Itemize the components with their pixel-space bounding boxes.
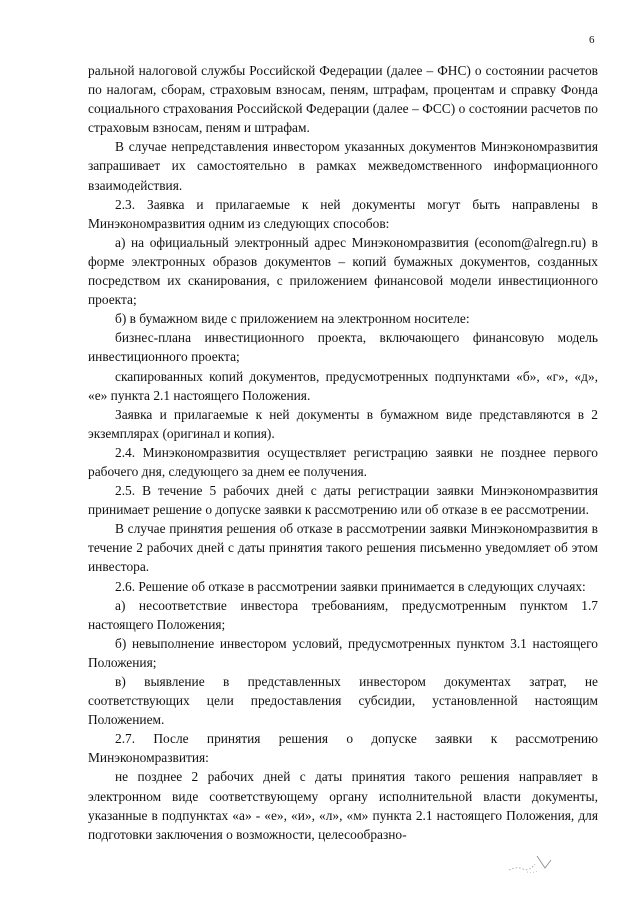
paragraph-2-7: 2.7. После принятия решения о допуске заявки к рассмотрению Минэкономразвития: bbox=[88, 731, 598, 766]
paragraph-2-3: 2.3. Заявка и прилагаемые к ней документы могут быть направлены в Минэкономразвития одним из следующих способов: bbox=[88, 196, 598, 231]
list-item-b: б) в бумажном виде с приложением на электронном носителе: bbox=[115, 311, 470, 327]
document-body bbox=[88, 61, 598, 844]
paragraph: Заявка и прилагаемые к ней документы в бумажном виде представляются в 2 экземплярах (оригинал и копия). bbox=[88, 406, 598, 441]
paragraph-2-6: 2.6. Решение об отказе в рассмотрении заявки принимается в следующих случаях: bbox=[115, 578, 586, 594]
paragraph: В случае непредставления инвестором указанных документов Минэкономразвития запрашивает их самостоятельно в рамках межведомственного информационного взаимодействия. bbox=[88, 139, 598, 193]
page-number: 6 bbox=[589, 34, 595, 46]
paragraph: не позднее 2 рабочих дней с даты принятия такого решения направляет в электронном виде соответствующему органу исполнительной власти документы, указанные в подпунктах «а» - «е», «и», «л», «м» пункта 2.1 настоящего Положения, для подготовки заключения о возможности, целесообразно- bbox=[88, 769, 598, 842]
list-item-b: б) невыполнение инвестором условий, предусмотренных пунктом 3.1 настоящего Положения; bbox=[88, 635, 598, 670]
paragraph: В случае принятия решения об отказе в рассмотрении заявки Минэкономразвития в течение 2 рабочих дней с даты принятия такого решения письменно уведомляет об этом инвестора. bbox=[88, 521, 598, 575]
list-subitem: скапированных копий документов, предусмотренных подпунктами «б», «г», «д», «е» пункта 2.1 настоящего Положения. bbox=[88, 368, 598, 403]
list-item-c: в) выявление в представленных инвестором документах затрат, не соответствующих цели предоставления субсидии, установленной настоящим Положением. bbox=[88, 674, 598, 728]
paragraph-continuation: ральной налоговой службы Российской Федерации (далее – ФНС) о состоянии расчетов по налогам, сборам, страховым взносам, пеням, штрафам, процентам и справку Фонда социального страхования Российской Федерации (далее – ФСС) о состоянии расчетов по страховым взносам, пеням и штрафам. bbox=[88, 63, 598, 136]
paragraph-2-4: 2.4. Минэкономразвития осуществляет регистрацию заявки не позднее первого рабочего дня, следующего за днем ее получения. bbox=[88, 444, 598, 479]
list-item-a: а) несоответствие инвестора требованиям, предусмотренным пунктом 1.7 настоящего Положения; bbox=[88, 597, 598, 632]
paragraph-2-5: 2.5. В течение 5 рабочих дней с даты регистрации заявки Минэкономразвития принимает решение о допуске заявки к рассмотрению или об отказе в ее рассмотрении. bbox=[88, 483, 598, 518]
list-item-a: а) на официальный электронный адрес Минэкономразвития (econom@alregn.ru) в форме электронных образов документов – копий бумажных документов, созданных посредством их сканирования, с приложением финансовой модели инвестиционного проекта; bbox=[88, 234, 598, 308]
list-subitem: бизнес-плана инвестиционного проекта, включающего финансовую модель инвестиционного проекта; bbox=[88, 330, 598, 365]
handwritten-mark bbox=[505, 842, 565, 882]
